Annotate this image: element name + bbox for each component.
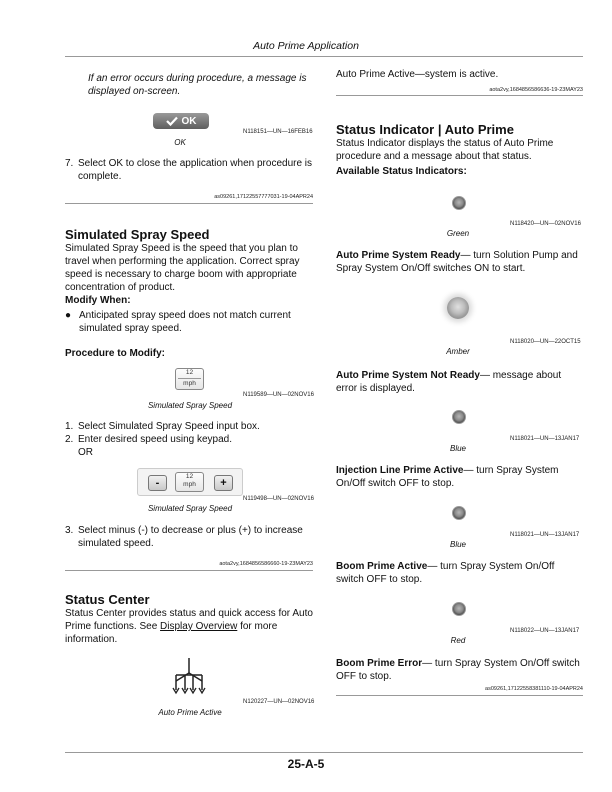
reference-id: as09261,17122558381110-19-04APR24 [485, 686, 583, 692]
section-heading-spray-speed: Simulated Spray Speed [65, 227, 210, 242]
figure-caption: Auto Prime Active [158, 708, 222, 717]
figure-id: N119498—UN—02NOV16 [243, 496, 314, 502]
figure-id: N118021—UN—13JAN17 [510, 436, 580, 442]
indicator-description [336, 369, 583, 395]
status-light-icon [452, 602, 466, 616]
divider [178, 378, 201, 379]
step-7 [65, 157, 328, 183]
speed-value: 12 [185, 369, 194, 376]
reference-id: as09261,17122557777031-19-04APR24 [214, 194, 313, 200]
indicator-description [336, 560, 583, 586]
speed-stepper-figure [137, 468, 243, 496]
step-number: 2. [65, 434, 74, 445]
error-note: If an error occurs during procedure, a message is displayed on-screen. [88, 73, 307, 97]
status-light-icon [452, 410, 466, 424]
step-text: Select OK to close the application when procedure is complete. [78, 158, 313, 182]
figure-id: N118020—UN—22OCT15 [510, 339, 581, 345]
indicator-label: Injection Line Prime Active [336, 465, 464, 476]
step-3 [65, 524, 328, 550]
page-header-title: Auto Prime Application [253, 40, 359, 52]
status-light-icon [452, 196, 466, 210]
section-rule [336, 695, 583, 696]
speed-unit: mph [183, 481, 196, 488]
indicator-label: Auto Prime System Not Ready [336, 370, 480, 381]
step-2 [65, 433, 328, 446]
status-center-text [65, 607, 315, 646]
indicator-description [336, 249, 583, 275]
step-1 [65, 420, 328, 433]
indicator-text: — turn Spray System On/Off switch OFF to stop. [336, 658, 580, 682]
step-number: 1. [65, 421, 74, 432]
figure-id: N118420—UN—02NOV16 [510, 221, 581, 227]
figure-caption: Red [450, 636, 466, 645]
figure-id: N120227—UN—02NOV16 [243, 699, 315, 705]
indicator-description [336, 464, 583, 490]
figure-caption: Blue [449, 540, 466, 549]
modify-when-label: Modify When: [65, 295, 131, 306]
figure-id: N118151—UN—16FEB16 [243, 129, 313, 135]
section-rule [65, 203, 313, 204]
reference-id: aota2vy,1684856586636-19-23MAY23 [489, 87, 583, 93]
speed-input-box [175, 472, 204, 492]
status-light-icon [452, 506, 466, 520]
or-label: OR [78, 447, 93, 458]
page-number: 25-A-5 [287, 757, 325, 771]
section-rule [65, 570, 313, 571]
indicator-description [336, 657, 583, 683]
reference-id: aota2vy,1684856586660-19-23MAY23 [219, 561, 313, 567]
speed-input-box-figure [175, 368, 204, 390]
display-overview-link[interactable]: Display Overview [160, 621, 238, 632]
procedure-label: Procedure to Modify: [65, 348, 166, 359]
minus-button: - [148, 475, 167, 491]
figure-caption: Blue [449, 444, 466, 453]
step-text: Select minus (-) to decrease or plus (+) to increase simulated speed. [78, 525, 303, 549]
ok-button-label: OK [181, 115, 197, 127]
checkmark-icon [166, 116, 178, 126]
speed-value: 12 [185, 473, 194, 480]
figure-id: N119589—UN—02NOV16 [243, 392, 314, 398]
figure-caption: Amber [446, 347, 470, 356]
step-number: 3. [65, 525, 74, 536]
spray-speed-intro: Simulated Spray Speed is the speed that you plan to travel when performing the application. Correct spray speed is necessary to charge boom with appropriate concentration of product. [65, 243, 300, 293]
ok-button-figure [153, 113, 209, 129]
figure-caption: Simulated Spray Speed [147, 504, 233, 513]
figure-caption: Green [446, 229, 470, 238]
figure-id: N118021—UN—13JAN17 [510, 532, 580, 538]
indicator-text: — turn Spray System On/Off switch OFF to stop. [336, 465, 559, 489]
auto-prime-active-icon [172, 657, 206, 700]
step-text: Enter desired speed using keypad. [78, 434, 232, 445]
bullet-item [65, 309, 329, 335]
indicator-text: — turn Spray System On/Off switch OFF to stop. [336, 561, 555, 585]
indicator-label: Boom Prime Error [336, 658, 423, 669]
figure-caption: OK [174, 138, 186, 147]
header-rule [65, 56, 583, 57]
status-light-icon [447, 297, 469, 319]
section-rule [336, 95, 583, 96]
status-indicator-intro: Status Indicator displays the status of Auto Prime procedure and a message about that status. [336, 138, 554, 162]
indicator-label: Boom Prime Active [336, 561, 428, 572]
indicator-label: Auto Prime System Ready [336, 250, 461, 261]
step-number: 7. [65, 158, 74, 169]
text-before-link: Status Center provides status and quick access for Auto Prime functions. See [65, 608, 313, 632]
indicator-text: — turn Solution Pump and Spray System On/Off switches ON to start. [336, 250, 578, 274]
bullet-text: Anticipated spray speed does not match current simulated spray speed. [79, 310, 291, 334]
available-indicators-label: Available Status Indicators: [336, 166, 467, 177]
plus-button: + [214, 475, 233, 491]
indicator-text: — message about error is displayed. [336, 370, 562, 394]
step-text: Select Simulated Spray Speed input box. [78, 421, 260, 432]
figure-caption: Simulated Spray Speed [147, 401, 233, 410]
bullet-icon: ● [65, 310, 72, 321]
figure-id: N118022—UN—13JAN17 [510, 628, 580, 634]
speed-unit: mph [183, 380, 196, 387]
auto-prime-active-text: Auto Prime Active—system is active. [336, 69, 499, 80]
section-heading-status-indicator: Status Indicator | Auto Prime [336, 122, 514, 137]
text-after-link: for more information. [65, 621, 278, 645]
footer-rule [65, 752, 583, 753]
section-heading-status-center: Status Center [65, 592, 150, 607]
